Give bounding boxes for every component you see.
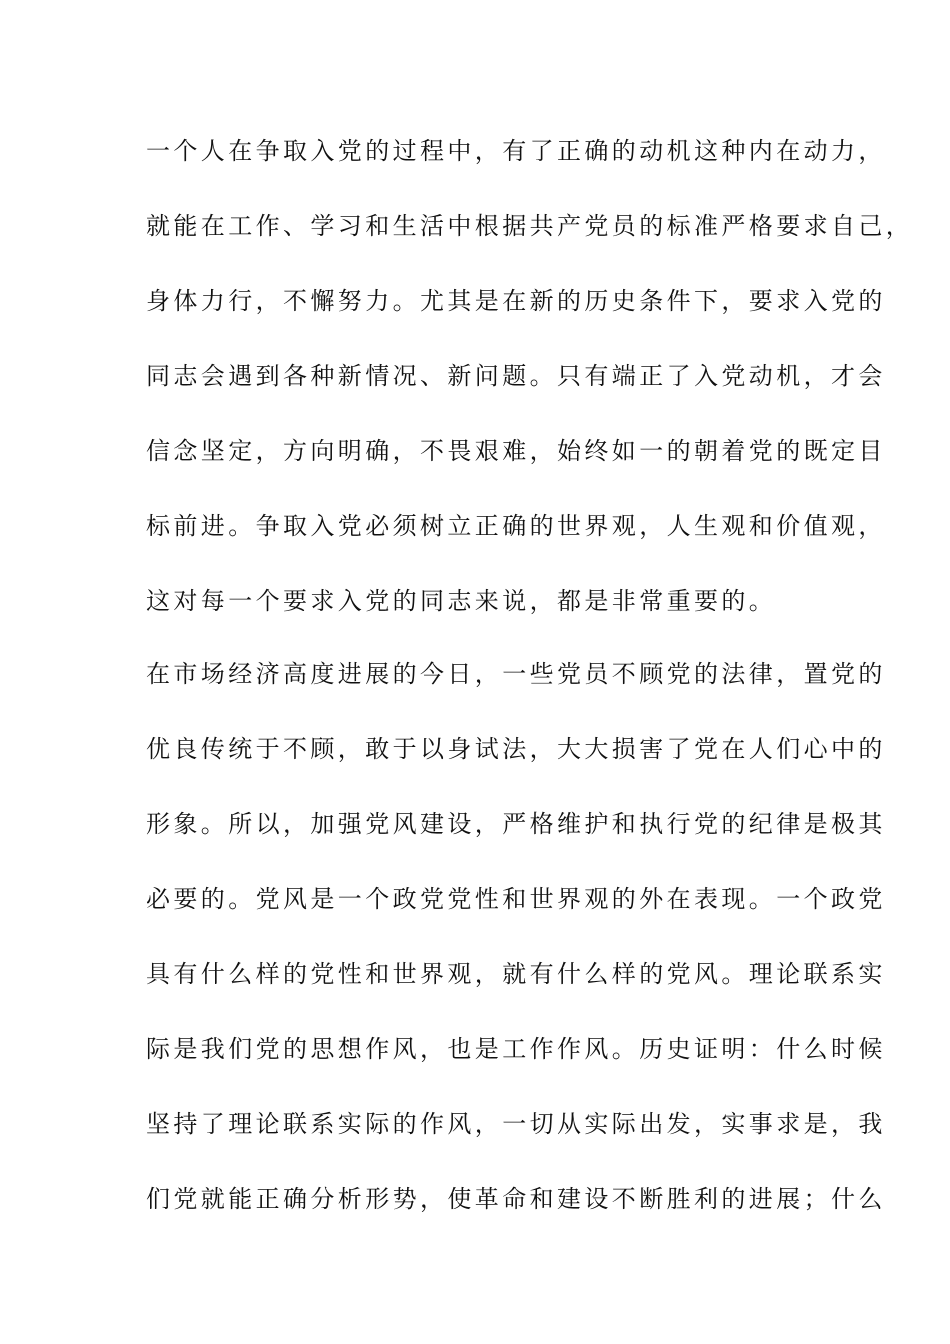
text-line: 际是我们党的思想作风，也是工作作风。历史证明：什么时候 [146,1035,886,1063]
text-line: 在市场经济高度进展的今日，一些党员不顾党的法律，置党的 [146,660,886,688]
text-line: 同志会遇到各种新情况、新问题。只有端正了入党动机，才会 [146,362,886,390]
text-line: 优良传统于不顾，敢于以身试法，大大损害了党在人们心中的 [146,735,886,763]
text-line: 必要的。党风是一个政党党性和世界观的外在表现。一个政党 [146,885,886,913]
text-line: 一个人在争取入党的过程中，有了正确的动机这种内在动力， [146,137,886,165]
text-line: 身体力行，不懈努力。尤其是在新的历史条件下，要求入党的 [146,287,886,315]
text-line: 信念坚定，方向明确，不畏艰难，始终如一的朝着党的既定目 [146,437,886,465]
text-line: 标前进。争取入党必须树立正确的世界观，人生观和价值观， [146,512,886,540]
text-line: 就能在工作、学习和生活中根据共产党员的标准严格要求自己， [146,212,914,240]
text-line: 具有什么样的党性和世界观，就有什么样的党风。理论联系实 [146,960,886,988]
text-line: 这对每一个要求入党的同志来说，都是非常重要的。 [146,587,777,615]
text-line: 形象。所以，加强党风建设，严格维护和执行党的纪律是极其 [146,810,886,838]
text-line: 们党就能正确分析形势，使革命和建设不断胜利的进展；什么 [146,1185,886,1213]
text-line: 坚持了理论联系实际的作风，一切从实际出发，实事求是，我 [146,1110,886,1138]
